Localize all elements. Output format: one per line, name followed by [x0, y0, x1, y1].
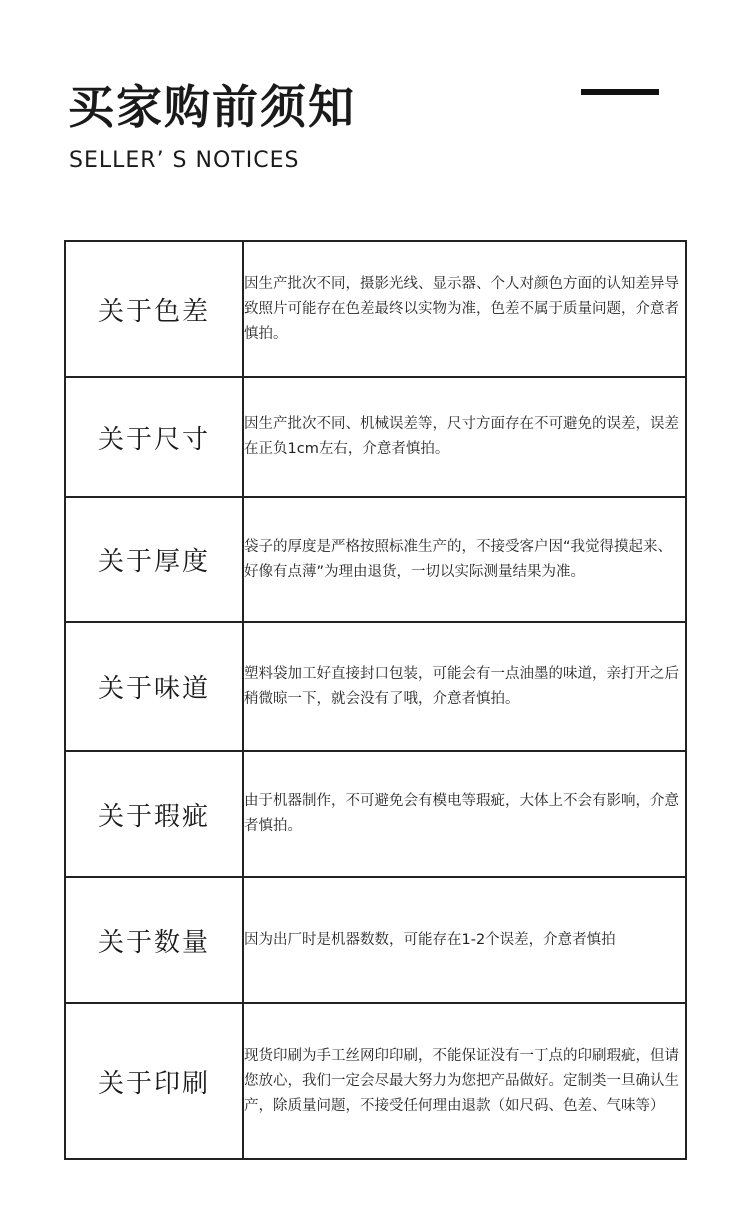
- decorative-bar: [581, 89, 659, 95]
- notice-label: 关于厚度: [65, 497, 243, 622]
- notice-row-defect: [65, 751, 686, 877]
- notice-text: 因为出厂时是机器数数，可能存在1-2个误差，介意者慎拍: [243, 877, 686, 1003]
- notice-text: 塑料袋加工好直接封口包装，可能会有一点油墨的味道，亲打开之后稍微晾一下，就会没有了哦，介意者慎拍。: [243, 622, 686, 751]
- notice-row-thickness: [65, 497, 686, 622]
- notice-label: 关于印刷: [65, 1003, 243, 1159]
- notice-row-size: [65, 377, 686, 497]
- notice-row-printing: [65, 1003, 686, 1159]
- notice-text: 因生产批次不同、机械误差等，尺寸方面存在不可避免的误差，误差在正负1cm左右，介意者慎拍。: [243, 377, 686, 497]
- notice-label: 关于尺寸: [65, 377, 243, 497]
- notice-text: 袋子的厚度是严格按照标准生产的，不接受客户因“我觉得摸起来、好像有点薄”为理由退货，一切以实际测量结果为准。: [243, 497, 686, 622]
- page-subtitle: SELLER’ S NOTICES: [69, 148, 300, 173]
- notice-row-smell: [65, 622, 686, 751]
- notice-text: 因生产批次不同，摄影光线、显示器、个人对颜色方面的认知差异导致照片可能存在色差最终以实物为准，色差不属于质量问题，介意者慎拍。: [243, 241, 686, 377]
- notice-row-color: [65, 241, 686, 377]
- notice-row-quantity: [65, 877, 686, 1003]
- notice-label: 关于数量: [65, 877, 243, 1003]
- notices-table: [64, 240, 687, 1160]
- page-title: 买家购前须知: [68, 80, 356, 134]
- notice-text: 由于机器制作，不可避免会有模电等瑕疵，大体上不会有影响，介意者慎拍。: [243, 751, 686, 877]
- notice-label: 关于色差: [65, 241, 243, 377]
- notice-text: 现货印刷为手工丝网印印刷，不能保证没有一丁点的印刷瑕疵，但请您放心，我们一定会尽最大努力为您把产品做好。定制类一旦确认生产，除质量问题，不接受任何理由退款（如尺码、色差、气味等）: [243, 1003, 686, 1159]
- notice-label: 关于瑕疵: [65, 751, 243, 877]
- notice-label: 关于味道: [65, 622, 243, 751]
